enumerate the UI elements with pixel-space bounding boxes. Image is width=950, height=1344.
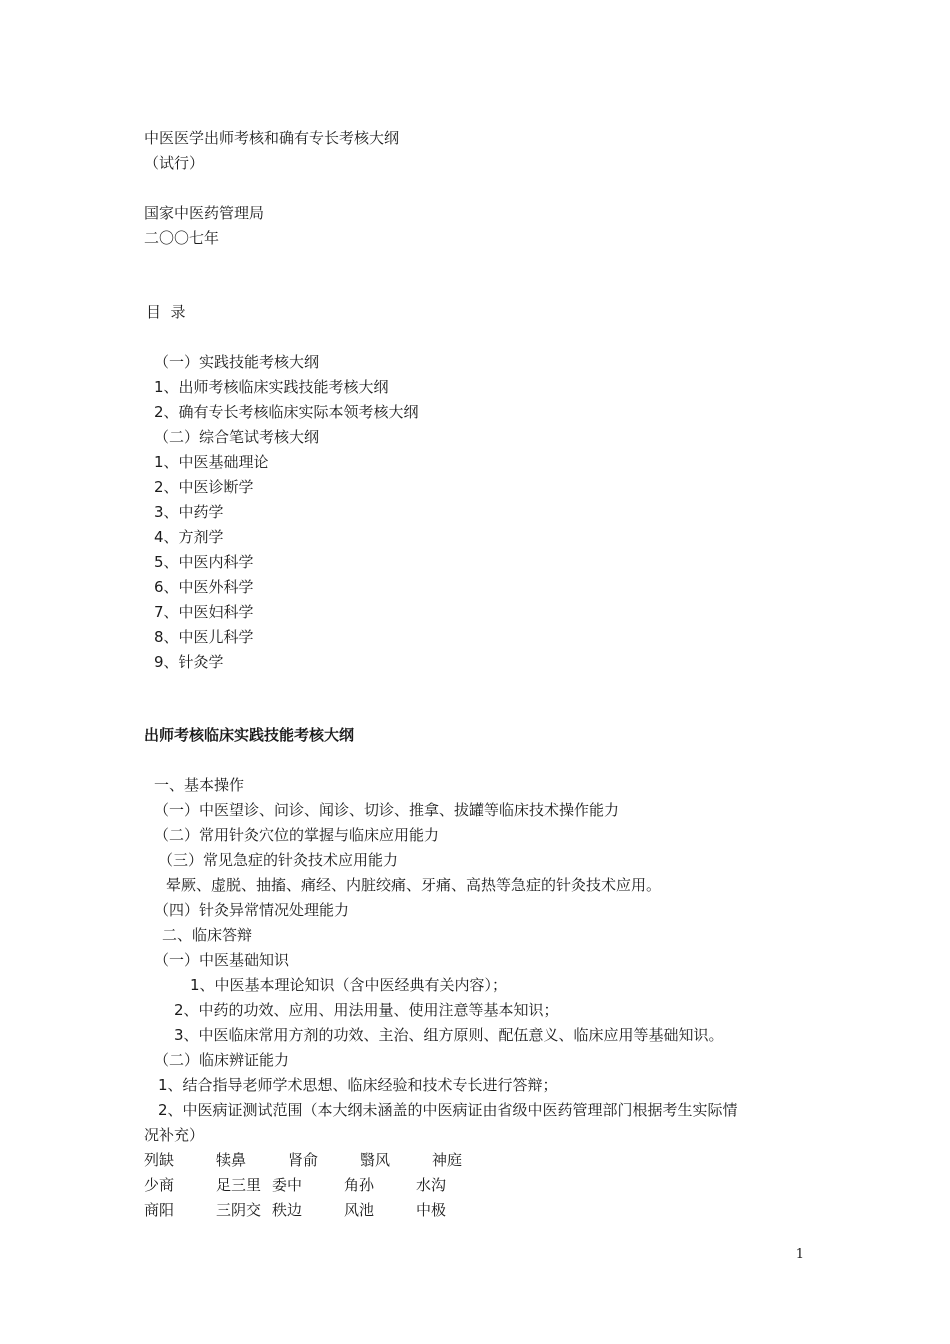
acupoint: 秩边	[272, 1201, 303, 1219]
toc-item: 8、中医儿科学	[154, 628, 254, 646]
outline-line: （二）常用针灸穴位的掌握与临床应用能力	[154, 826, 440, 844]
acupoint: 委中	[272, 1176, 303, 1194]
outline-line: 晕厥、虚脱、抽搐、痛经、内脏绞痛、牙痛、高热等急症的针灸技术应用。	[166, 876, 662, 894]
toc-item: 1、中医基础理论	[154, 453, 269, 471]
outline-line: 1、中医基本理论知识（含中医经典有关内容）；	[190, 976, 508, 994]
toc-heading: 目 录	[146, 303, 186, 321]
acupoint: 犊鼻	[216, 1151, 247, 1169]
outline-line: 一、基本操作	[154, 776, 245, 794]
issuer: 国家中医药管理局	[144, 204, 265, 222]
acupoint: 三阴交	[216, 1201, 262, 1219]
outline-line: 况补充）	[144, 1126, 205, 1144]
outline-line: 2、中药的功效、应用、用法用量、使用注意等基本知识；	[174, 1001, 559, 1019]
acupoint: 足三里	[216, 1176, 262, 1194]
document-title: 中医医学出师考核和确有专长考核大纲	[144, 129, 400, 147]
outline-line: 2、中医病证测试范围（本大纲未涵盖的中医病证由省级中医药管理部门根据考生实际情	[158, 1101, 738, 1119]
outline-line: 二、临床答辩	[162, 926, 253, 944]
outline-line: 3、中医临床常用方剂的功效、主治、组方原则、配伍意义、临床应用等基础知识。	[174, 1026, 724, 1044]
toc-item: 7、中医妇科学	[154, 603, 254, 621]
acupoint: 商阳	[144, 1201, 175, 1219]
acupoint: 角孙	[344, 1176, 375, 1194]
acupoint: 列缺	[144, 1151, 175, 1169]
document-subtitle: （试行）	[144, 154, 205, 172]
acupoint: 水沟	[416, 1176, 447, 1194]
outline-line: 1、结合指导老师学术思想、临床经验和技术专长进行答辩；	[158, 1076, 558, 1094]
toc-item: 2、确有专长考核临床实际本领考核大纲	[154, 403, 419, 421]
acupoint: 少商	[144, 1176, 175, 1194]
toc-item: 5、中医内科学	[154, 553, 254, 571]
toc-item: 3、中药学	[154, 503, 224, 521]
acupoint: 翳风	[360, 1151, 391, 1169]
acupoint: 神庭	[432, 1151, 463, 1169]
toc-item: 4、方剂学	[154, 528, 224, 546]
toc-item: 6、中医外科学	[154, 578, 254, 596]
acupoint: 肾俞	[288, 1151, 319, 1169]
acupoint: 风池	[344, 1201, 375, 1219]
outline-line: （一）中医基础知识	[154, 951, 290, 969]
toc-item: 2、中医诊断学	[154, 478, 254, 496]
toc-item: （二）综合笔试考核大纲	[154, 428, 320, 446]
outline-line: （三）常见急症的针灸技术应用能力	[158, 851, 399, 869]
page-number: 1	[795, 1247, 804, 1262]
toc-item: 1、出师考核临床实践技能考核大纲	[154, 378, 389, 396]
year: 二〇〇七年	[144, 229, 220, 247]
outline-line: （四）针灸异常情况处理能力	[154, 901, 350, 919]
toc-item: （一）实践技能考核大纲	[154, 353, 320, 371]
section-heading: 出师考核临床实践技能考核大纲	[144, 726, 355, 744]
toc-item: 9、针灸学	[154, 653, 224, 671]
acupoint: 中极	[416, 1201, 447, 1219]
outline-line: （二）临床辨证能力	[154, 1051, 290, 1069]
outline-line: （一）中医望诊、问诊、闻诊、切诊、推拿、拔罐等临床技术操作能力	[154, 801, 620, 819]
